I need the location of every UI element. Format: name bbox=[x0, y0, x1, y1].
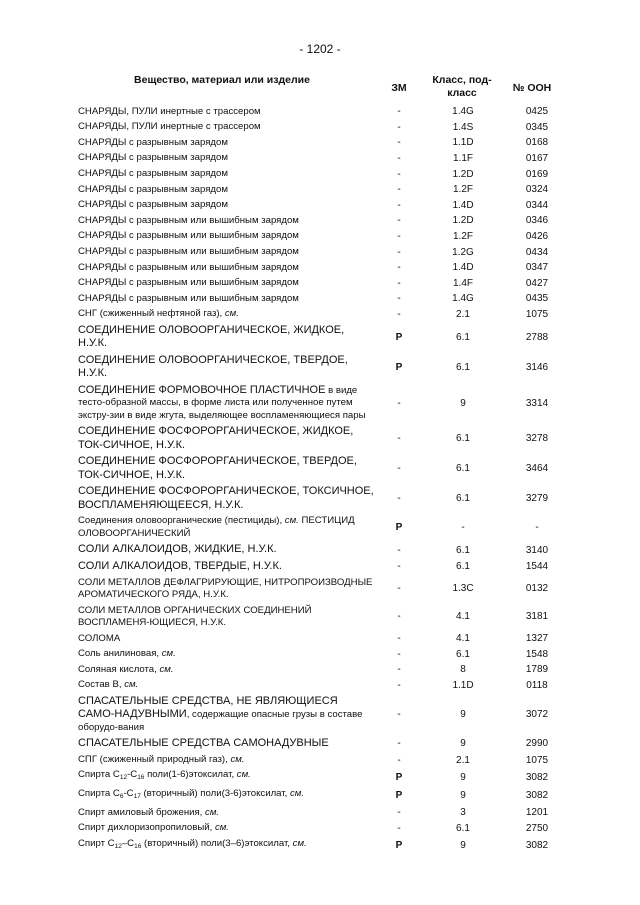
class-cell: 6.1 bbox=[456, 361, 470, 373]
substance-name-part: см. bbox=[124, 679, 139, 691]
class-cell: 6.1 bbox=[456, 493, 470, 505]
substance-name-part: СНАРЯДЫ с разрывным или вышибным зарядом bbox=[78, 261, 299, 273]
marine-pollutant-cell: - bbox=[397, 199, 401, 211]
substance-name-part: (вторичный) поли(3-6)этоксилат, bbox=[140, 788, 290, 800]
substance-name bbox=[78, 382, 374, 423]
class-cell: 2.1 bbox=[456, 309, 470, 321]
marine-pollutant-cell: - bbox=[397, 121, 401, 133]
un-number-cell: 0425 bbox=[525, 106, 549, 118]
header-name: Вещество, материал или изделие bbox=[134, 74, 310, 86]
marine-pollutant-cell: - bbox=[397, 262, 401, 274]
un-number-cell: 3314 bbox=[525, 397, 549, 409]
table-row bbox=[0, 213, 640, 229]
header-un-number: № ООН bbox=[512, 82, 552, 94]
substance-name-part: Спирт С bbox=[78, 837, 115, 849]
un-number-cell: 0426 bbox=[525, 231, 549, 243]
class-cell: 6.1 bbox=[456, 822, 470, 834]
table-row bbox=[0, 836, 640, 855]
substance-name-part: СПАСАТЕЛЬНЫЕ СРЕДСТВА, НЕ ЯВЛЯЮЩИЕСЯ САМО-НАДУВНЫМИ bbox=[78, 694, 338, 721]
un-number-cell: 1548 bbox=[525, 648, 549, 660]
substance-name bbox=[78, 104, 374, 120]
table-row bbox=[0, 135, 640, 151]
substance-name bbox=[78, 693, 374, 735]
class-cell: 6.1 bbox=[456, 648, 470, 660]
substance-name bbox=[78, 752, 374, 768]
marine-pollutant-cell: P bbox=[395, 331, 403, 343]
marine-pollutant-cell: - bbox=[397, 664, 401, 676]
substance-name-part: СОЛИ МЕТАЛЛОВ ДЕФЛАГРИРУЮЩИЕ, НИТРОПРОИЗВОДНЫЕ АРОМАТИЧЕСКОГО РЯДА, Н.У.К. bbox=[78, 576, 373, 600]
un-number-cell: 0345 bbox=[525, 121, 549, 133]
substance-name-part: СОЕДИНЕНИЕ ФОСФОРОРГАНИЧЕСКОЕ, ЖИДКОЕ, ТОК-СИЧНОЕ, Н.У.К. bbox=[78, 425, 354, 451]
table-row bbox=[0, 166, 640, 182]
un-number-cell: 1075 bbox=[525, 309, 549, 321]
substance-name-part: СОЕДИНЕНИЕ ОЛОВООРГАНИЧЕСКОЕ, ТВЕРДОЕ, Н.У.К. bbox=[78, 353, 348, 380]
marine-pollutant-cell: - bbox=[397, 231, 401, 243]
substance-name-part: см. bbox=[205, 806, 220, 818]
marine-pollutant-cell: P bbox=[395, 522, 403, 534]
substance-name bbox=[78, 768, 374, 787]
un-number-cell: 0427 bbox=[525, 277, 549, 289]
table-row bbox=[0, 307, 640, 323]
class-cell: 1.4F bbox=[452, 277, 473, 289]
substance-name-part: СОЕДИНЕНИЕ ФОРМОВОЧНОЕ ПЛАСТИЧНОЕ bbox=[78, 383, 326, 396]
un-number-cell: 3140 bbox=[525, 544, 549, 556]
un-number-cell: 0167 bbox=[525, 153, 549, 165]
marine-pollutant-cell: - bbox=[397, 493, 401, 505]
un-number-cell: 2788 bbox=[525, 331, 549, 343]
substance-name bbox=[78, 120, 374, 136]
substance-name bbox=[78, 213, 374, 229]
table-row bbox=[0, 752, 640, 768]
class-cell: 6.1 bbox=[456, 544, 470, 556]
table-row bbox=[0, 575, 640, 603]
substance-name-part: СНАРЯДЫ с разрывным или вышибным зарядом bbox=[78, 245, 299, 257]
substance-name bbox=[78, 805, 374, 821]
marine-pollutant-cell: - bbox=[397, 215, 401, 227]
substance-name-part: см. bbox=[236, 769, 251, 781]
substance-name-part: СНАРЯДЫ с разрывным или вышибным зарядом bbox=[78, 214, 299, 226]
table-row bbox=[0, 768, 640, 787]
substance-name bbox=[78, 198, 374, 214]
class-cell: 1.4G bbox=[452, 293, 474, 305]
un-number-cell: 1075 bbox=[525, 754, 549, 766]
un-number-cell: 0169 bbox=[525, 168, 549, 180]
header-class-line1: Класс, под- bbox=[432, 74, 492, 86]
substance-name bbox=[78, 558, 374, 575]
table-row bbox=[0, 542, 640, 559]
substance-name-part: см. bbox=[230, 753, 245, 765]
substance-name-part: см. bbox=[159, 663, 174, 675]
table-row bbox=[0, 120, 640, 136]
un-number-cell: 0344 bbox=[525, 199, 549, 211]
class-cell: 4.1 bbox=[456, 611, 470, 623]
table-row bbox=[0, 678, 640, 694]
table-row bbox=[0, 484, 640, 514]
un-number-cell: 3278 bbox=[525, 433, 549, 445]
un-number-cell: 0168 bbox=[525, 137, 549, 149]
un-number-cell: 3146 bbox=[525, 361, 549, 373]
class-cell: 1.1D bbox=[452, 679, 474, 691]
marine-pollutant-cell: - bbox=[397, 433, 401, 445]
substance-name bbox=[78, 484, 374, 514]
substance-name bbox=[78, 575, 374, 603]
substance-name-part: 12 bbox=[119, 774, 128, 782]
substance-name-part: поли(1-6)этоксилат, bbox=[144, 769, 237, 781]
class-cell: 6.1 bbox=[456, 331, 470, 343]
substance-name-part: СОЕДИНЕНИЕ ОЛОВООРГАНИЧЕСКОЕ, ЖИДКОЕ, Н.У.К. bbox=[78, 323, 345, 350]
substance-name-part: Спирта С bbox=[78, 788, 120, 800]
substance-name bbox=[78, 135, 374, 151]
substance-name-part: СОЕДИНЕНИЕ ФОСФОРОРГАНИЧЕСКОЕ, ТВЕРДОЕ, ТОК-СИЧНОЕ, Н.У.К. bbox=[78, 455, 357, 481]
table-row bbox=[0, 182, 640, 198]
marine-pollutant-cell: - bbox=[397, 168, 401, 180]
marine-pollutant-cell: - bbox=[397, 309, 401, 321]
class-cell: 9 bbox=[460, 840, 466, 852]
substance-name bbox=[78, 821, 374, 837]
header-marine-pollutant: ЗМ bbox=[391, 82, 407, 94]
substance-name-part: Соль анилиновая, bbox=[78, 648, 162, 660]
marine-pollutant-cell: - bbox=[397, 463, 401, 475]
substance-name bbox=[78, 736, 374, 753]
marine-pollutant-cell: P bbox=[395, 361, 403, 373]
table-row bbox=[0, 151, 640, 167]
table-row bbox=[0, 104, 640, 120]
substance-name-part: СНАРЯДЫ с разрывным зарядом bbox=[78, 167, 228, 179]
table-row bbox=[0, 260, 640, 276]
un-number-cell: 1789 bbox=[525, 664, 549, 676]
substance-name-part: СНГ (сжиженный нефтяной газ), bbox=[78, 308, 225, 320]
substance-name bbox=[78, 291, 374, 307]
substance-name-part: в виде тесто-образной массы, в форме листа или полученное путем экстру-зии в виде жгута, выделяющее воспламеняющиеся пары bbox=[78, 384, 366, 421]
table-row bbox=[0, 558, 640, 575]
table-row bbox=[0, 244, 640, 260]
substance-name-part: Спирта С bbox=[78, 769, 120, 781]
un-number-cell: 3464 bbox=[525, 463, 549, 475]
substance-name bbox=[78, 454, 374, 484]
class-cell: - bbox=[461, 522, 465, 534]
class-cell: 6.1 bbox=[456, 433, 470, 445]
table-row bbox=[0, 821, 640, 837]
class-cell: 1.2D bbox=[452, 215, 474, 227]
marine-pollutant-cell: - bbox=[397, 611, 401, 623]
class-cell: 3 bbox=[460, 807, 466, 819]
un-number-cell: 3181 bbox=[525, 611, 549, 623]
table-row bbox=[0, 198, 640, 214]
substance-name bbox=[78, 307, 374, 323]
table-row bbox=[0, 322, 640, 352]
table-row bbox=[0, 424, 640, 454]
un-number-cell: 0346 bbox=[525, 215, 549, 227]
un-number-cell: 3082 bbox=[525, 840, 549, 852]
table-body bbox=[0, 104, 640, 855]
table-row bbox=[0, 786, 640, 805]
page-number: - 1202 - bbox=[299, 42, 341, 56]
table-row bbox=[0, 454, 640, 484]
substance-name-part: см. bbox=[284, 515, 299, 527]
marine-pollutant-cell: - bbox=[397, 277, 401, 289]
marine-pollutant-cell: - bbox=[397, 679, 401, 691]
table-row bbox=[0, 276, 640, 292]
marine-pollutant-cell: - bbox=[397, 246, 401, 258]
substance-name-part: СНАРЯДЫ с разрывным зарядом bbox=[78, 199, 228, 211]
substance-name-part: см. bbox=[289, 788, 305, 800]
substance-name-part: Спирт дихлоризопропиловый, bbox=[78, 822, 215, 834]
marine-pollutant-cell: - bbox=[397, 397, 401, 409]
un-number-cell: 3082 bbox=[525, 771, 549, 783]
substance-name-part: –С bbox=[121, 837, 135, 849]
marine-pollutant-cell: - bbox=[397, 648, 401, 660]
un-number-cell: 0347 bbox=[525, 262, 549, 274]
substance-name-part: см. bbox=[224, 308, 239, 320]
substance-name-part: 6 bbox=[119, 793, 124, 801]
substance-name-part: , содержащие опасные грузы в составе оборудо-вания bbox=[78, 709, 363, 733]
substance-name-part: Состав В, bbox=[78, 679, 125, 691]
substance-name bbox=[78, 542, 374, 559]
marine-pollutant-cell: - bbox=[397, 583, 401, 595]
substance-name-part: см. bbox=[161, 648, 176, 660]
substance-name-part: Спирт амиловый брожения, bbox=[78, 806, 206, 818]
substance-name-part: см. bbox=[292, 837, 307, 849]
substance-name-part: СОЛИ АЛКАЛОИДОВ, ТВЕРДЫЕ, Н.У.К. bbox=[78, 559, 282, 572]
class-cell: 9 bbox=[460, 708, 466, 720]
table-row bbox=[0, 631, 640, 647]
marine-pollutant-cell: P bbox=[395, 790, 403, 802]
class-cell: 1.4D bbox=[452, 199, 474, 211]
table-row bbox=[0, 382, 640, 423]
class-cell: 1.2G bbox=[452, 246, 474, 258]
table-row bbox=[0, 603, 640, 631]
marine-pollutant-cell: - bbox=[397, 137, 401, 149]
table-row bbox=[0, 805, 640, 821]
marine-pollutant-cell: - bbox=[397, 106, 401, 118]
substance-name bbox=[78, 836, 374, 855]
substance-name bbox=[78, 647, 374, 663]
substance-name-part: СНАРЯДЫ, ПУЛИ инертные с трассером bbox=[78, 105, 261, 117]
un-number-cell: 3279 bbox=[525, 493, 549, 505]
substance-name-part: см. bbox=[214, 822, 229, 834]
substance-name-part: СОЕДИНЕНИЕ ФОСФОРОРГАНИЧЕСКОЕ, ТОКСИЧНОЕ, ВОСПЛАМЕНЯЮЩЕЕСЯ, Н.У.К. bbox=[78, 485, 374, 511]
marine-pollutant-cell: - bbox=[397, 184, 401, 196]
table-row bbox=[0, 736, 640, 753]
substance-name bbox=[78, 678, 374, 694]
marine-pollutant-cell: - bbox=[397, 807, 401, 819]
un-number-cell: 0324 bbox=[525, 184, 549, 196]
class-cell: 2.1 bbox=[456, 754, 470, 766]
marine-pollutant-cell: - bbox=[397, 153, 401, 165]
substance-name-part: 12 bbox=[114, 842, 122, 850]
class-cell: 6.1 bbox=[456, 561, 470, 573]
substance-name bbox=[78, 662, 374, 678]
substance-name-part: СОЛОМА bbox=[78, 632, 121, 644]
class-cell: 1.4G bbox=[452, 106, 474, 118]
un-number-cell: 1327 bbox=[525, 633, 549, 645]
un-number-cell: 1544 bbox=[525, 561, 549, 573]
class-cell: 9 bbox=[460, 397, 466, 409]
substance-name-part: СНАРЯДЫ с разрывным или вышибным зарядом bbox=[78, 230, 299, 242]
table-row bbox=[0, 647, 640, 663]
substance-name-part: СНАРЯДЫ, ПУЛИ инертные с трассером bbox=[78, 121, 261, 133]
substance-name-part: 17 bbox=[133, 793, 141, 801]
marine-pollutant-cell: - bbox=[397, 633, 401, 645]
class-cell: 1.3C bbox=[452, 583, 474, 595]
marine-pollutant-cell: - bbox=[397, 738, 401, 750]
header-class-line2: класс bbox=[447, 87, 477, 99]
table-row bbox=[0, 352, 640, 382]
un-number-cell: 0434 bbox=[525, 246, 549, 258]
substance-name bbox=[78, 514, 374, 542]
substance-name bbox=[78, 276, 374, 292]
substance-name bbox=[78, 151, 374, 167]
un-number-cell: 3082 bbox=[525, 790, 549, 802]
substance-name-part: 16 bbox=[134, 842, 142, 850]
substance-name-part: -С bbox=[123, 788, 134, 800]
class-cell: 9 bbox=[460, 771, 466, 783]
substance-name-part: -С bbox=[127, 769, 138, 781]
class-cell: 1.4S bbox=[452, 121, 474, 133]
class-cell: 1.1D bbox=[452, 137, 474, 149]
substance-name bbox=[78, 229, 374, 245]
un-number-cell: 3072 bbox=[525, 708, 549, 720]
table-row bbox=[0, 291, 640, 307]
class-cell: 1.4D bbox=[452, 262, 474, 274]
marine-pollutant-cell: - bbox=[397, 822, 401, 834]
substance-name bbox=[78, 786, 374, 805]
un-number-cell: 0118 bbox=[526, 679, 548, 691]
table-row bbox=[0, 662, 640, 678]
substance-name-part: СОЛИ МЕТАЛЛОВ ОРГАНИЧЕСКИХ СОЕДИНЕНИЙ ВОСПЛАМЕНЯ-ЮЩИЕСЯ, Н.У.К. bbox=[78, 604, 312, 628]
substance-name bbox=[78, 631, 374, 647]
substance-name bbox=[78, 424, 374, 454]
un-number-cell: 0435 bbox=[525, 293, 549, 305]
table-row bbox=[0, 693, 640, 735]
substance-name-part: Соединения оловоорганические (пестициды), bbox=[78, 515, 285, 527]
substance-name-part: (вторичный) поли(3–6)этоксилат, bbox=[141, 837, 293, 849]
substance-name-part: СНАРЯДЫ с разрывным зарядом bbox=[78, 183, 228, 195]
class-cell: 1.2F bbox=[452, 184, 473, 196]
marine-pollutant-cell: - bbox=[397, 561, 401, 573]
marine-pollutant-cell: P bbox=[395, 771, 403, 783]
substance-name bbox=[78, 166, 374, 182]
un-number-cell: - bbox=[535, 522, 539, 534]
header-class bbox=[422, 74, 502, 100]
marine-pollutant-cell: - bbox=[397, 293, 401, 305]
marine-pollutant-cell: - bbox=[397, 544, 401, 556]
substance-name bbox=[78, 322, 374, 352]
un-number-cell: 1201 bbox=[525, 807, 549, 819]
substance-name-part: СПАСАТЕЛЬНЫЕ СРЕДСТВА САМОНАДУВНЫЕ bbox=[78, 737, 329, 750]
substance-name-part: СНАРЯДЫ с разрывным или вышибным зарядом bbox=[78, 277, 299, 289]
substance-name-part: СНАРЯДЫ с разрывным зарядом bbox=[78, 136, 228, 148]
marine-pollutant-cell: P bbox=[395, 840, 403, 852]
class-cell: 8 bbox=[460, 664, 466, 676]
substance-name bbox=[78, 352, 374, 382]
substance-name-part: СНАРЯДЫ с разрывным зарядом bbox=[78, 152, 228, 164]
class-cell: 1.1F bbox=[452, 153, 473, 165]
substance-name-part: СНАРЯДЫ с разрывным или вышибным зарядом bbox=[78, 292, 299, 304]
class-cell: 1.2F bbox=[452, 231, 473, 243]
marine-pollutant-cell: - bbox=[397, 708, 401, 720]
un-number-cell: 2750 bbox=[525, 822, 549, 834]
un-number-cell: 2990 bbox=[525, 738, 549, 750]
class-cell: 1.2D bbox=[452, 168, 474, 180]
substance-name-part: СПГ (сжиженный природный газ), bbox=[78, 753, 231, 765]
table-row bbox=[0, 229, 640, 245]
class-cell: 6.1 bbox=[456, 463, 470, 475]
substance-name-part: Соляная кислота, bbox=[78, 663, 160, 675]
un-number-cell: 0132 bbox=[525, 583, 549, 595]
substance-name bbox=[78, 244, 374, 260]
substance-name bbox=[78, 182, 374, 198]
substance-name-part: 16 bbox=[137, 774, 145, 782]
marine-pollutant-cell: - bbox=[397, 754, 401, 766]
class-cell: 9 bbox=[460, 738, 466, 750]
substance-name bbox=[78, 603, 374, 631]
substance-name-part: ПЕСТИЦИД ОЛОВООРГАНИЧЕСКИЙ bbox=[78, 515, 355, 539]
substance-name bbox=[78, 260, 374, 276]
class-cell: 9 bbox=[460, 790, 466, 802]
class-cell: 4.1 bbox=[456, 633, 470, 645]
table-row bbox=[0, 514, 640, 542]
substance-name-part: СОЛИ АЛКАЛОИДОВ, ЖИДКИЕ, Н.У.К. bbox=[78, 543, 277, 556]
